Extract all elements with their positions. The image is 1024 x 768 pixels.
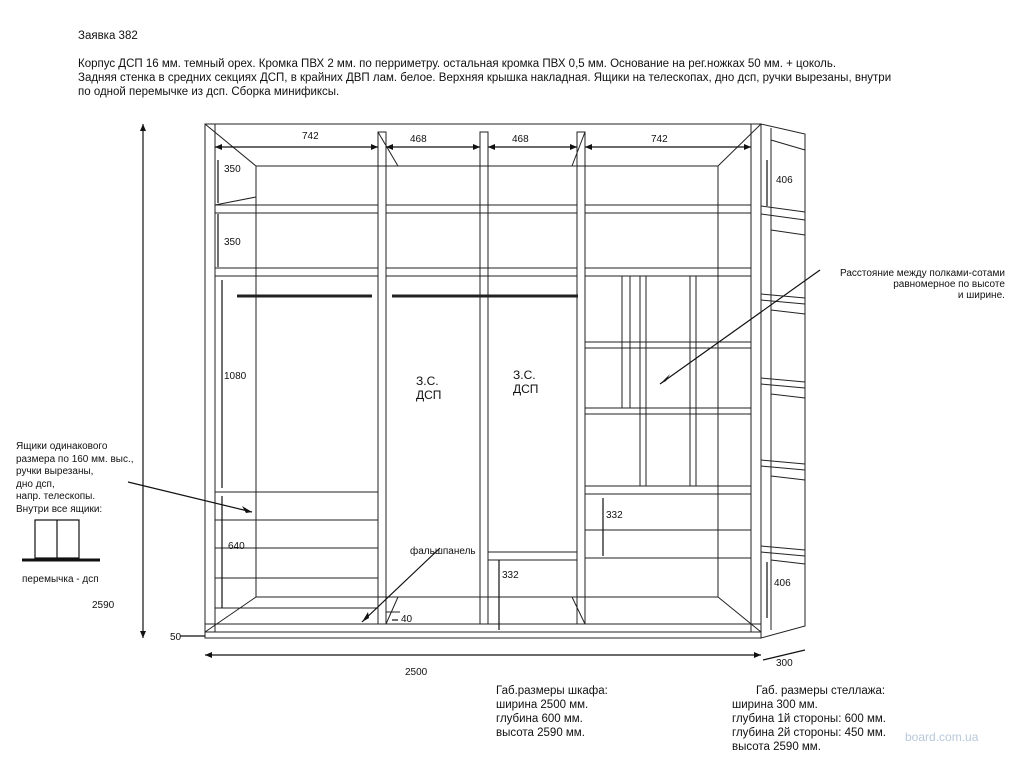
spec-line-1: Корпус ДСП 16 мм. темный орех. Кромка ПВХ 2 мм. по перриметру. остальная кромка ПВХ 0,5 мм. Основание на рег.ножках 50 мм. + цоколь. bbox=[78, 58, 837, 70]
drawer-3 bbox=[215, 548, 378, 578]
dim-50: 50 bbox=[170, 632, 182, 643]
shelf-left-1 bbox=[215, 197, 378, 213]
wardrobe-spec-title: Габ.размеры шкафа: bbox=[496, 685, 608, 697]
wardrobe-back bbox=[256, 166, 718, 597]
false-panel-label: фальшпанель bbox=[410, 546, 476, 557]
spec-line-3: по одной перемычке из дсп. Сборка минификсы. bbox=[78, 86, 340, 98]
drawer-1 bbox=[215, 492, 378, 520]
dim-406-bottom: 406 bbox=[774, 578, 791, 589]
shelf-right-1 bbox=[585, 205, 751, 213]
honeycomb-note bbox=[840, 268, 1005, 301]
drawers-note-line-1: Ящики одинакового bbox=[16, 441, 108, 452]
base-plinth bbox=[205, 632, 761, 638]
dim-332-center: 332 bbox=[502, 570, 519, 581]
rack-spec-width: ширина 300 мм. bbox=[732, 699, 818, 711]
drawers-note-line-4: дно дсп, bbox=[16, 478, 55, 490]
dim-2500: 2500 bbox=[405, 667, 428, 678]
page-title: Заявка 382 bbox=[78, 30, 138, 42]
shelf-right-2 bbox=[585, 268, 751, 276]
rack-specs bbox=[732, 684, 886, 754]
shelf-mid-2 bbox=[386, 268, 577, 276]
dim-350-second: 350 bbox=[224, 237, 241, 248]
wardrobe-outer bbox=[205, 124, 761, 632]
partition-2 bbox=[480, 132, 488, 624]
drawer-4 bbox=[215, 578, 378, 608]
dim-468-left: 468 bbox=[410, 134, 427, 145]
wardrobe-spec-depth: глубина 600 мм. bbox=[496, 713, 583, 725]
shelf-left-2 bbox=[215, 268, 378, 276]
rack-spec-depth-1: глубина 1й стороны: 600 мм. bbox=[732, 713, 886, 725]
back-panel-label-1b: ДСП bbox=[416, 388, 442, 402]
jumper-note: перемычка - дсп bbox=[22, 574, 99, 585]
watermark: board.com.ua bbox=[905, 730, 979, 744]
dim-742-left: 742 bbox=[302, 131, 319, 142]
spec-line-2: Задняя стенка в средних секциях ДСП, в крайних ДВП лам. белое. Верхняя крышка накладная. Ящики на телескопах, дно дсп, ручки вырезаны, внутри bbox=[78, 72, 892, 84]
dim-350-top: 350 bbox=[224, 164, 241, 175]
honeycomb-note-line-1: Расстояние между полками-сотами bbox=[840, 268, 1005, 279]
shelf-mid-1 bbox=[386, 205, 577, 213]
rack-spec-height: высота 2590 мм. bbox=[732, 741, 821, 753]
rack-spec-depth-2: глубина 2й стороны: 450 мм. bbox=[732, 727, 886, 739]
back-panel-label-2a: З.С. bbox=[513, 368, 536, 382]
shelf-right-bottom bbox=[585, 530, 751, 558]
partition-1 bbox=[378, 132, 398, 624]
dim-468-right: 468 bbox=[512, 134, 529, 145]
dim-640: 640 bbox=[228, 541, 245, 552]
dim-332-right: 332 bbox=[606, 510, 623, 521]
drawers-note-line-3: ручки вырезаны, bbox=[16, 466, 94, 477]
drawers-note bbox=[16, 441, 134, 516]
wardrobe-spec-height: высота 2590 мм. bbox=[496, 727, 585, 739]
rack-spec-title: Габ. размеры стеллажа: bbox=[756, 685, 886, 697]
dim-40: 40 bbox=[401, 614, 413, 625]
drawers-note-line-6: Внутри все ящики: bbox=[16, 503, 103, 515]
dim-742-right: 742 bbox=[651, 134, 668, 145]
dim-1080: 1080 bbox=[224, 371, 247, 382]
wardrobe-specs bbox=[496, 684, 608, 740]
honeycomb-note-line-3: и ширине. bbox=[957, 290, 1005, 301]
shelf-mid-bottom bbox=[488, 552, 577, 560]
drawers-note-line-2: размера по 160 мм. выс., bbox=[16, 453, 134, 465]
back-panel-label-1a: З.С. bbox=[416, 374, 439, 388]
back-panel-label-2b: ДСП bbox=[513, 382, 539, 396]
dim-300: 300 bbox=[776, 658, 793, 669]
partition-3 bbox=[572, 132, 585, 624]
honeycomb-note-line-2: равномерное по высоте bbox=[893, 279, 1005, 290]
dim-406-top: 406 bbox=[776, 175, 793, 186]
drawers-note-line-5: напр. телескопы. bbox=[16, 491, 96, 502]
dim-2590: 2590 bbox=[92, 600, 115, 611]
wardrobe-spec-width: ширина 2500 мм. bbox=[496, 699, 589, 711]
